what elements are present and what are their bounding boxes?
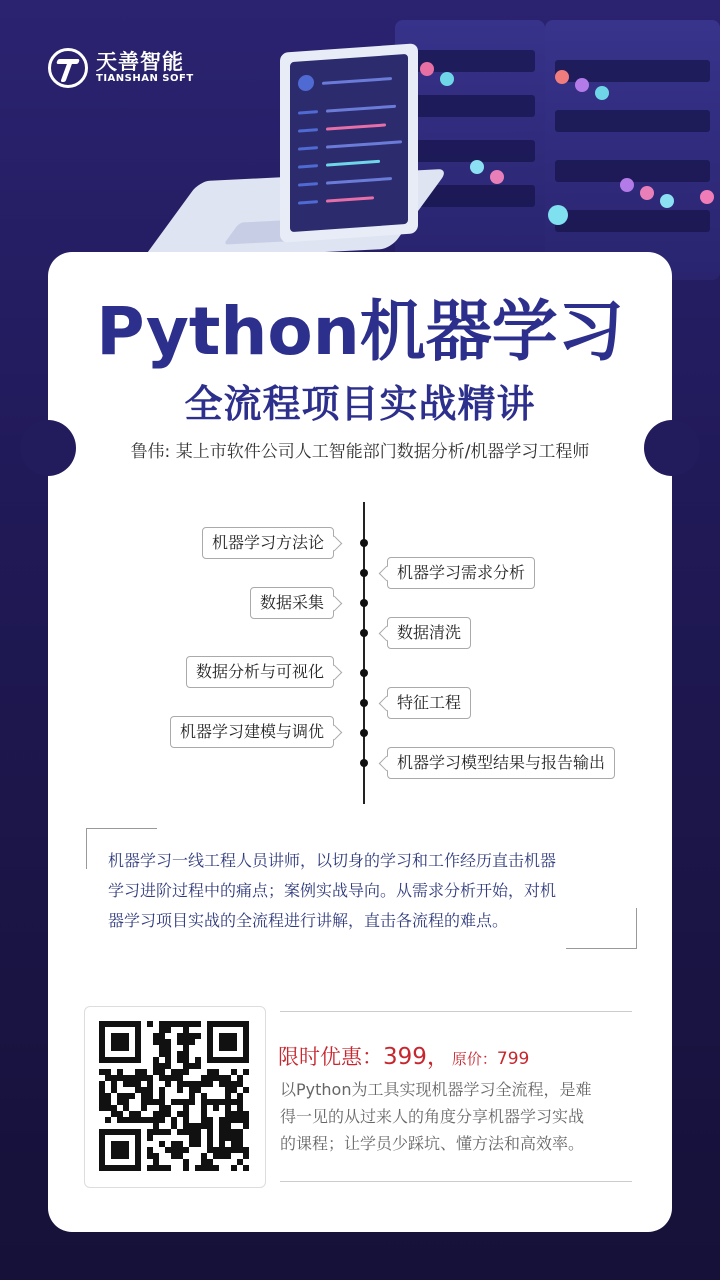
blurb-line: 的课程；让学员少踩坑、懂方法和高效率。 xyxy=(280,1134,585,1153)
course-blurb xyxy=(280,1076,636,1157)
server-rack-2 xyxy=(545,20,720,280)
laptop-screen xyxy=(280,43,418,243)
timeline-step-methodology: 机器学习方法论 xyxy=(202,527,334,559)
timeline-dot xyxy=(360,539,368,547)
description-line: 机器学习一线工程人员讲师，以切身的学习和工作经历直击机器 xyxy=(108,851,557,870)
timeline-step-analysis-visualization: 数据分析与可视化 xyxy=(186,656,334,688)
timeline-step-report-output: 机器学习模型结果与报告输出 xyxy=(387,747,615,779)
brand-text xyxy=(96,51,194,85)
timeline-dot xyxy=(360,699,368,707)
timeline-dot xyxy=(360,569,368,577)
timeline-step-feature-engineering: 特征工程 xyxy=(387,687,471,719)
original-price: 799 xyxy=(496,1049,530,1069)
brand-name-en: TIANSHAN SOFT xyxy=(96,73,194,84)
timeline-dot xyxy=(360,629,368,637)
timeline-step-data-collection: 数据采集 xyxy=(250,587,334,619)
brand-logo[interactable] xyxy=(48,48,194,88)
qr-code[interactable] xyxy=(84,1006,266,1188)
course-title: Python机器学习 xyxy=(96,293,624,370)
divider xyxy=(280,1181,632,1182)
timeline-dot xyxy=(360,729,368,737)
timeline-step-data-cleaning: 数据清洗 xyxy=(387,617,471,649)
original-price-label: 原价： xyxy=(451,1050,497,1068)
timeline-step-modeling-tuning: 机器学习建模与调优 xyxy=(170,716,334,748)
timeline-dot xyxy=(360,759,368,767)
qr-code-icon xyxy=(99,1021,249,1171)
timeline-step-requirements: 机器学习需求分析 xyxy=(387,557,535,589)
divider xyxy=(280,1011,632,1012)
course-description xyxy=(108,846,628,936)
course-subtitle: 全流程项目实战精讲 xyxy=(184,382,536,426)
blurb-line: 得一见的从过来人的角度分享机器学习实战 xyxy=(280,1107,585,1126)
description-line: 学习进阶过程中的痛点；案例实战导向。从需求分析开始，对机 xyxy=(108,881,557,900)
brand-name-cn: 天善智能 xyxy=(96,50,184,74)
price-offer xyxy=(278,1038,529,1071)
speaker-info: 鲁伟: 某上市软件公司人工智能部门数据分析/机器学习工程师 xyxy=(130,442,590,462)
timeline-dot xyxy=(360,599,368,607)
blurb-line: 以Python为工具实现机器学习全流程，是难 xyxy=(280,1080,592,1099)
brand-mark-icon xyxy=(48,48,88,88)
offer-price: 399， xyxy=(383,1044,450,1070)
description-line: 器学习项目实战的全流程进行讲解，直击各流程的难点。 xyxy=(108,911,509,930)
timeline-dot xyxy=(360,669,368,677)
offer-label: 限时优惠： xyxy=(278,1045,383,1069)
